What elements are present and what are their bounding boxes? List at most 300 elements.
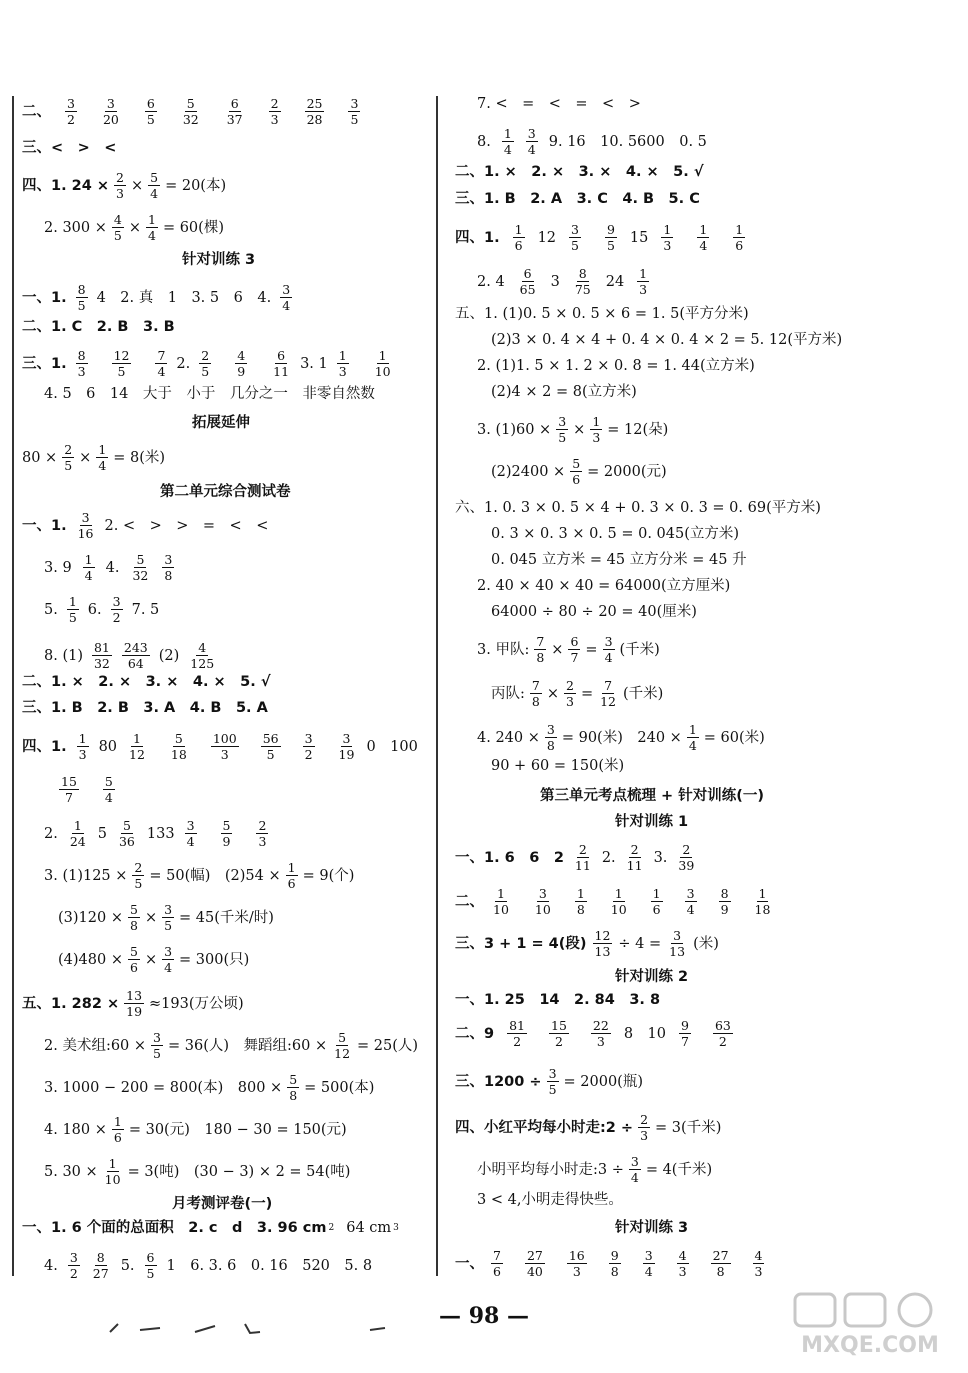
fraction <box>169 731 189 762</box>
text-fragment: 8 10 <box>623 1025 666 1042</box>
numerator: 3 <box>106 96 115 111</box>
denominator: 32 <box>132 568 149 583</box>
fraction <box>155 348 167 379</box>
denominator: 5 <box>146 1266 155 1281</box>
text-fragment: = 90(米) 240 × <box>561 729 682 746</box>
fraction-slot <box>61 442 75 473</box>
denominator: 4 <box>84 568 93 583</box>
answer-line <box>44 552 175 583</box>
fraction <box>67 594 79 625</box>
numerator: 1 <box>496 886 505 901</box>
numerator: 2 <box>116 170 124 185</box>
text-fragment: = 500(本) <box>304 1079 375 1096</box>
numerator: 3 <box>81 510 90 525</box>
denominator: 2 <box>304 747 313 762</box>
fraction <box>629 1154 641 1185</box>
text-fragment: = 45(千米/时) <box>179 909 274 926</box>
text-fragment: (2)2400 × <box>491 463 566 480</box>
text-fragment: 2. < > > = < < <box>104 517 269 534</box>
fraction <box>568 634 580 665</box>
fraction <box>92 640 112 671</box>
denominator: 2 <box>718 1034 727 1049</box>
answer-line <box>58 902 274 933</box>
numerator: 9 <box>606 222 615 237</box>
text-fragment: 3. 9 <box>44 559 72 576</box>
denominator: 6 <box>129 960 138 975</box>
denominator: 6 <box>287 876 296 891</box>
numerator: 1 <box>68 594 77 609</box>
fraction <box>753 1248 765 1279</box>
answer-line <box>455 842 697 873</box>
fraction <box>733 222 745 253</box>
fraction <box>609 886 629 917</box>
numerator: 8 <box>77 282 86 297</box>
denominator: 5 <box>146 112 155 127</box>
fraction <box>128 944 140 975</box>
answer-line <box>477 722 765 753</box>
answer-line <box>477 266 650 297</box>
text-fragment: 5. 30 × <box>44 1163 98 1180</box>
page-number: — 98 — <box>439 1303 529 1329</box>
denominator: 3 <box>640 1128 649 1143</box>
fraction <box>305 96 325 127</box>
denominator: 12 <box>129 747 145 762</box>
denominator: 5 <box>153 1046 161 1061</box>
fraction-slot <box>150 1030 164 1061</box>
fraction <box>130 552 150 583</box>
answer-line <box>58 774 116 805</box>
numerator: 243 <box>123 640 148 655</box>
fraction <box>59 774 79 805</box>
fraction <box>151 1030 163 1061</box>
numerator: 1 <box>338 348 347 363</box>
numerator: 3 <box>673 928 682 943</box>
fraction <box>286 860 298 891</box>
watermark-logo <box>780 1290 960 1360</box>
fraction-slot <box>285 860 299 891</box>
answer-line <box>44 1250 372 1281</box>
fraction <box>348 96 360 127</box>
numerator: 6 <box>570 634 579 649</box>
fraction <box>185 818 197 849</box>
text-fragment: 8. <box>477 133 491 150</box>
numerator: 12 <box>113 348 130 363</box>
denominator: 6 <box>652 902 661 917</box>
fraction <box>643 1248 655 1279</box>
fraction <box>269 96 281 127</box>
fraction-slot <box>279 282 293 313</box>
denominator: 4 <box>150 186 159 201</box>
fraction <box>68 1250 80 1281</box>
denominator: 5 <box>64 458 73 473</box>
answer-line <box>477 1154 712 1185</box>
fraction <box>573 842 593 873</box>
fraction-slot <box>675 842 697 873</box>
numerator: 3 <box>153 1030 161 1045</box>
denominator: 10 <box>374 364 391 379</box>
fraction-slot <box>529 678 543 709</box>
answer-line: 3 < 4,小明走得快些。 <box>477 1192 623 1208</box>
fraction-slot <box>517 266 539 297</box>
text-fragment: = 12(朵) <box>607 421 669 438</box>
denominator: 19 <box>126 1004 143 1019</box>
numerator: 3 <box>538 886 547 901</box>
fraction-slot <box>76 731 90 762</box>
text-fragment: 一、1. 6 个面的总面积 2. c d 3. 96 cm <box>22 1220 327 1236</box>
numerator: 8 <box>720 886 729 901</box>
denominator: 20 <box>102 112 119 127</box>
denominator: 13 <box>669 944 686 959</box>
denominator: 9 <box>222 834 231 849</box>
fraction-slot <box>131 860 145 891</box>
fraction <box>697 222 709 253</box>
denominator: 4 <box>699 238 708 253</box>
text-fragment: 80 × <box>22 449 58 466</box>
fraction <box>661 222 673 253</box>
fraction-slot <box>102 1156 124 1187</box>
fraction <box>148 170 160 201</box>
fraction-slot <box>75 510 97 541</box>
text-fragment: = 9(个) <box>302 867 355 884</box>
fraction <box>549 1018 569 1049</box>
section-heading: 月考测评卷(一) <box>172 1196 273 1212</box>
text-fragment: × <box>130 177 144 194</box>
denominator: 6 <box>113 1130 122 1145</box>
numerator: 100 <box>212 731 237 746</box>
denominator: 4 <box>98 458 107 473</box>
answer-line: 六、1. 0. 3 × 0. 5 × 4 + 0. 3 × 0. 3 = 0. 69(平方米) <box>455 500 821 516</box>
denominator: 3 <box>663 238 672 253</box>
numerator: 8 <box>96 1250 105 1265</box>
text-fragment: 三、3 + 1 = 4(段) <box>455 935 587 952</box>
fraction <box>181 96 201 127</box>
denominator: 6 <box>514 238 523 253</box>
text-fragment: 1 6. 3. 6 0. 16 520 5. 8 <box>166 1257 373 1274</box>
fraction <box>526 126 538 157</box>
fraction <box>112 212 124 243</box>
fraction-slot <box>129 552 151 583</box>
text-fragment: = 50(幅) (2)54 × <box>149 867 281 884</box>
numerator: 4 <box>237 348 246 363</box>
fraction-slot <box>91 640 113 671</box>
numerator: 1 <box>108 1156 117 1171</box>
answer-line: 2. 40 × 40 × 40 = 64000(立方厘米) <box>477 578 731 594</box>
section-heading: 针对训练 1 <box>615 814 689 830</box>
answer-line <box>44 860 354 891</box>
answer-line <box>491 456 667 487</box>
numerator: 1 <box>503 126 512 141</box>
denominator: 3 <box>596 1034 605 1049</box>
numerator: 2 <box>578 842 587 857</box>
numerator: 12 <box>594 928 611 943</box>
fraction-slot <box>127 902 141 933</box>
fraction <box>145 96 157 127</box>
text-fragment: 2. <box>601 849 616 866</box>
numerator: 15 <box>61 774 77 789</box>
denominator: 2 <box>112 610 121 625</box>
numerator: 3 <box>186 818 195 833</box>
numerator: 5 <box>129 944 138 959</box>
denominator: 40 <box>526 1264 543 1279</box>
text-fragment: 5 <box>97 825 107 842</box>
answer-line <box>477 126 707 157</box>
numerator: 1 <box>73 818 82 833</box>
text-fragment: 4. <box>105 559 120 576</box>
fraction <box>132 860 144 891</box>
numerator: 2 <box>682 842 691 857</box>
answer-line: 0. 3 × 0. 3 × 0. 5 = 0. 045(立方米) <box>491 526 740 542</box>
denominator: 4 <box>527 142 536 157</box>
fraction <box>162 902 174 933</box>
fraction-slot <box>572 842 594 873</box>
fraction-slot <box>161 902 175 933</box>
fraction-slot <box>589 414 603 445</box>
text-fragment: 3. (1)125 × <box>44 867 128 884</box>
fraction <box>91 1250 111 1281</box>
fraction <box>530 678 542 709</box>
numerator: 5 <box>104 774 113 789</box>
answer-line <box>455 222 746 253</box>
text-fragment: (2) <box>158 647 180 664</box>
fraction <box>719 886 731 917</box>
fraction-slot <box>602 634 616 665</box>
answer-line <box>22 96 361 127</box>
text-fragment <box>184 818 270 849</box>
fraction <box>502 126 514 157</box>
text-fragment: 小明平均每小时走:3 ÷ <box>477 1161 624 1178</box>
text-fragment: (米) <box>693 935 719 952</box>
fraction-slot <box>544 722 558 753</box>
text-fragment: 15 <box>629 229 649 246</box>
fraction <box>625 842 645 873</box>
numerator: 1 <box>663 222 672 237</box>
denominator: 2 <box>554 1034 563 1049</box>
fraction-slot <box>123 988 145 1019</box>
text-fragment: 四、小红平均每小时走:2 ÷ <box>455 1119 634 1136</box>
fraction-list <box>64 96 361 127</box>
denominator: 4 <box>186 834 195 849</box>
text-fragment: = 4(千米) <box>645 1161 713 1178</box>
fraction <box>188 640 216 671</box>
numerator: 3 <box>548 1066 557 1081</box>
answer-line: 4. 5 6 14 大于 小于 几分之一 非零自然数 <box>44 386 375 402</box>
text-fragment: = 60(棵) <box>162 219 224 236</box>
answer-line: 五、1. (1)0. 5 × 0. 5 × 6 = 1. 5(平方分米) <box>455 306 749 322</box>
denominator: 24 <box>69 834 86 849</box>
text-fragment: × <box>79 449 92 466</box>
text-fragment: = 36(人) 舞蹈组:60 × <box>168 1037 328 1054</box>
fraction-slot <box>144 1250 158 1281</box>
answer-line <box>477 414 668 445</box>
fraction <box>280 282 292 313</box>
fraction-slot <box>121 640 151 671</box>
text-fragment <box>336 348 394 379</box>
denominator: 37 <box>226 112 243 127</box>
numerator: 3 <box>67 96 75 111</box>
answer-line <box>22 988 244 1019</box>
answer-line <box>455 1018 734 1049</box>
fraction-slot <box>512 222 526 253</box>
text-fragment <box>490 886 773 917</box>
denominator: 11 <box>626 858 643 873</box>
denominator: 3 <box>639 282 648 297</box>
fraction <box>332 1030 352 1061</box>
denominator: 28 <box>306 112 323 127</box>
fraction <box>638 1112 650 1143</box>
numerator: 5 <box>150 170 159 185</box>
fraction <box>337 348 349 379</box>
denominator: 4 <box>688 738 697 753</box>
fraction <box>676 842 696 873</box>
answer-line: 2. (1)1. 5 × 1. 2 × 0. 8 = 1. 44(立方米) <box>477 358 755 374</box>
answer-line <box>44 818 269 849</box>
denominator: 9 <box>237 364 246 379</box>
section-heading: 拓展延伸 <box>192 415 250 431</box>
numerator: 1 <box>148 212 156 227</box>
text-fragment: = 2000(元) <box>587 463 667 480</box>
fraction <box>556 414 568 445</box>
fraction <box>76 282 88 313</box>
numerator: 3 <box>69 1250 78 1265</box>
fraction <box>122 640 150 671</box>
fraction-slot <box>567 634 581 665</box>
numerator: 22 <box>592 1018 609 1033</box>
fraction <box>609 1248 621 1279</box>
fraction-slot <box>331 1030 353 1061</box>
denominator: 7 <box>570 650 579 665</box>
text-fragment: (千米) <box>619 641 660 658</box>
numerator: 13 <box>126 988 143 1003</box>
numerator: 5 <box>122 818 131 833</box>
text-fragment: = 25(人) <box>357 1037 419 1054</box>
text-fragment: 三、1200 ÷ <box>455 1073 542 1090</box>
text-fragment: 64 cm <box>346 1220 392 1236</box>
numerator: 2 <box>258 818 267 833</box>
answer-line <box>58 944 249 975</box>
numerator: 3 <box>527 126 536 141</box>
fraction <box>225 96 245 127</box>
answer-line <box>22 442 165 473</box>
numerator: 6 <box>277 348 286 363</box>
answer-line: (2)4 × 2 = 8(立方米) <box>491 384 637 400</box>
numerator: 3 <box>571 222 579 237</box>
numerator: 5 <box>338 1030 347 1045</box>
answer-line <box>22 510 268 541</box>
fraction <box>491 886 511 917</box>
denominator: 4 <box>104 790 113 805</box>
fraction <box>235 348 247 379</box>
numerator: 8 <box>77 348 86 363</box>
denominator: 3 <box>78 747 87 762</box>
text-fragment: 3. 1000 − 200 = 800(本) 800 × <box>44 1079 283 1096</box>
numerator: 1 <box>735 222 744 237</box>
denominator: 8 <box>576 902 585 917</box>
fraction <box>685 886 697 917</box>
numerator: 1 <box>688 722 697 737</box>
text-fragment: 一、1. 6 6 2 <box>455 849 564 866</box>
denominator: 5 <box>606 238 615 253</box>
denominator: 18 <box>170 747 187 762</box>
text-fragment: (千米) <box>623 685 664 702</box>
fraction <box>76 348 88 379</box>
denominator: 2 <box>513 1034 522 1049</box>
numerator: 3 <box>546 722 555 737</box>
answer-line: 一、1. 25 14 2. 84 3. 8 <box>455 992 661 1008</box>
numerator: 81 <box>509 1018 525 1033</box>
answer-line: 二、1. × 2. × 3. × 4. × 5. √ <box>22 674 271 690</box>
denominator: 75 <box>574 282 591 297</box>
fraction <box>127 731 147 762</box>
denominator: 19 <box>338 747 355 762</box>
numerator: 1 <box>378 348 387 363</box>
text-fragment <box>126 731 357 762</box>
text-fragment: = 3(吨) (30 − 3) × 2 = 54(吨) <box>127 1163 351 1180</box>
fraction <box>124 988 144 1019</box>
fraction-slot <box>111 1114 125 1145</box>
text-fragment: = 300(只) <box>179 951 250 968</box>
fraction <box>221 818 233 849</box>
denominator: 8 <box>536 650 545 665</box>
left-margin-rule <box>12 96 14 1276</box>
text-fragment: (3)120 × <box>58 909 123 926</box>
answer-line: 三、1. B 2. B 3. A 4. B 5. A <box>22 700 268 716</box>
numerator: 3 <box>282 282 291 297</box>
answer-line: 7. < = < = < > <box>477 96 641 112</box>
fraction <box>711 1248 731 1279</box>
denominator: 8 <box>546 738 555 753</box>
text-fragment: 2. 300 × <box>44 219 107 236</box>
column-divider <box>436 96 438 1276</box>
fraction <box>679 1018 691 1049</box>
fraction <box>145 1250 157 1281</box>
fraction <box>593 928 613 959</box>
denominator: 3 <box>258 834 267 849</box>
fraction-slot <box>147 170 161 201</box>
numerator: 6 <box>146 96 155 111</box>
fraction <box>713 1018 733 1049</box>
numerator: 2 <box>630 842 639 857</box>
denominator: 3 <box>592 430 601 445</box>
answer-line <box>22 1218 399 1238</box>
unit-exponent: 3 <box>393 1223 399 1233</box>
fraction <box>591 1018 611 1049</box>
numerator: 3 <box>558 414 567 429</box>
fraction <box>111 594 123 625</box>
text-fragment: 3. 甲队: <box>477 641 530 658</box>
fraction-slot <box>67 1250 81 1281</box>
fraction <box>667 928 687 959</box>
numerator: 25 <box>306 96 323 111</box>
denominator: 3 <box>220 747 229 762</box>
numerator: 2 <box>640 1112 649 1127</box>
numerator: 2 <box>566 678 574 693</box>
denominator: 5 <box>350 112 359 127</box>
fraction-slot <box>525 126 539 157</box>
text-fragment: = 60(米) <box>703 729 765 746</box>
fraction <box>534 634 546 665</box>
denominator: 5 <box>548 1082 557 1097</box>
numerator: 1 <box>98 442 107 457</box>
svg-text:MXQE.COM: MXQE.COM <box>801 1333 939 1358</box>
fraction <box>547 1066 559 1097</box>
numerator: 3 <box>164 552 173 567</box>
answer-line <box>44 1030 418 1061</box>
text-fragment: 一、1. <box>22 289 67 306</box>
text-fragment: = 3(千米) <box>655 1119 722 1136</box>
answer-line <box>44 1156 350 1187</box>
denominator: 5 <box>164 918 173 933</box>
denominator: 36 <box>118 834 135 849</box>
